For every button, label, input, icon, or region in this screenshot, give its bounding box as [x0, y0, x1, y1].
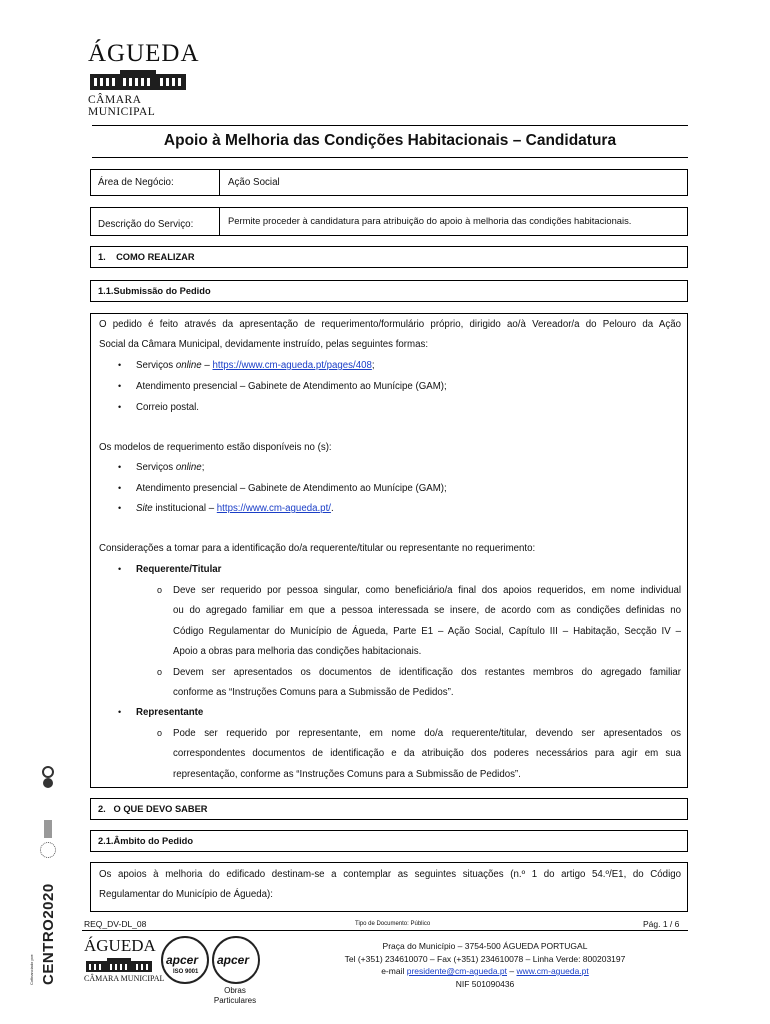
representante-item1-line2: correspondentes documentos de identificação e da atribuição dos poderes necessários para agir em sua — [173, 748, 681, 759]
model-presencial: Atendimento presencial – Gabinete de Atendimento ao Munícipe (GAM); — [136, 483, 447, 494]
badge-caption — [205, 986, 265, 1006]
method-online — [136, 360, 375, 371]
model-site-italic: Site — [136, 503, 153, 514]
representante-item1-line3: representação, conforme as “Instruções Comuns para a Submissão de Pedidos”. — [173, 769, 521, 780]
model-site — [136, 503, 334, 514]
method-postal: Correio postal. — [136, 402, 199, 413]
method-online-italic: online — [175, 360, 202, 371]
sub-bullet-circle: o — [157, 728, 163, 738]
considerations-intro: Considerações a tomar para a identificação do/a requerente/titular ou representante no requerimento: — [99, 543, 536, 554]
requerente-item1-line4: Apoio a obras para melhoria das condições habitacionais. — [173, 646, 422, 657]
footer-address-line4: NIF 501090436 — [455, 978, 515, 989]
footer-address — [300, 940, 670, 990]
model-online-end: ; — [201, 462, 205, 473]
section-2-1-title: 2.1.Âmbito do Pedido — [98, 836, 194, 846]
apcer-second-badge — [212, 936, 260, 984]
badge-caption-line1: Obras — [224, 986, 246, 995]
footer-address-line3 — [300, 965, 670, 978]
model-online-prefix: Serviços — [136, 462, 176, 473]
bullet-dot: • — [118, 707, 122, 717]
models-intro: Os modelos de requerimento estão disponíveis no (s): — [99, 442, 332, 453]
sub-bullet-circle: o — [157, 667, 163, 677]
model-site-end: . — [330, 503, 334, 514]
sub-bullet-circle: o — [157, 585, 163, 595]
apcer-iso-badge-label: apcer — [166, 953, 199, 967]
bullet-dot: • — [118, 483, 122, 493]
section-1-title: 1. COMO REALIZAR — [98, 252, 195, 262]
ambito-body — [90, 862, 688, 912]
footer-page-number: Pág. 1 / 6 — [643, 919, 680, 929]
submission-intro-line2: Social da Câmara Municipal, devidamente instruído, pelas seguintes formas: — [99, 339, 429, 350]
ambito-line2: Regulamentar do Município de Águeda): — [99, 889, 273, 900]
description-divider — [219, 208, 220, 235]
area-divider — [219, 170, 220, 195]
model-online-italic: online — [175, 462, 202, 473]
bullet-dot: • — [118, 462, 122, 472]
footer-logo-sub: CÂMARA MUNICIPAL — [84, 974, 165, 983]
section-1-header — [90, 246, 688, 268]
requerente-item2-line2: conforme as “Instruções Comuns para a Submissão de Pedidos”. — [173, 687, 454, 698]
bullet-dot: • — [118, 564, 122, 574]
method-presencial: Atendimento presencial – Gabinete de Atendimento ao Munícipe (GAM); — [136, 381, 447, 392]
side-logo-top-icon — [40, 766, 56, 790]
footer-address-line2: Tel (+351) 234610070 – Fax (+351) 234610078 – Linha Verde: 800203197 — [344, 953, 626, 964]
description-label: Descrição do Serviço: — [98, 219, 194, 230]
section-2-1-header — [90, 830, 688, 852]
model-online — [136, 462, 204, 473]
requerente-item2-line1: Devem ser apresentados os documentos de identificação dos restantes membros do agregado familiar — [173, 667, 681, 678]
town-hall-icon — [90, 70, 186, 90]
badge-caption-line2: Particulares — [213, 996, 257, 1005]
submission-body — [90, 313, 688, 788]
requerente-item1-line2: ou do agregado familiar em que a pessoa interessada se insere, de acordo com as condições definidas no — [173, 605, 681, 616]
footer-email-link[interactable]: presidente@cm-agueda.pt — [406, 966, 508, 976]
requerente-item1-line1: Deve ser requerido por pessoa singular, como beneficiário/a final dos apoios requeridos, em nome individual — [173, 585, 681, 596]
bullet-dot: • — [118, 402, 122, 412]
eu-flag-icon — [40, 842, 56, 858]
requerente-item1-line3: Código Regulamentar do Município de Águeda, Parte E1 – Ação Social, Capítulo III – Habitação, Secção IV – — [173, 626, 681, 637]
description-row — [90, 207, 688, 236]
model-site-mid: institucional – — [152, 503, 217, 514]
footer-address-line1: Praça do Município – 3754-500 ÁGUEDA PORTUGAL — [382, 941, 588, 951]
logo-wordmark: ÁGUEDA — [88, 40, 200, 67]
footer-doc-type: Tipo de Documento: Público — [355, 921, 431, 927]
title-top-rule — [92, 125, 688, 126]
footer-email-dash: – — [507, 966, 517, 976]
representante-item1-line1: Pode ser requerido por representante, em nome do/a requerente/titular, devendo ser apresentados os — [173, 728, 681, 739]
footer-doc-ref: REQ_DV-DL_08 — [84, 919, 147, 929]
section-1-1-title: 1.1.Submissão do Pedido — [98, 286, 211, 296]
method-online-prefix: Serviços — [136, 360, 176, 371]
footer-website-link[interactable]: www.cm-agueda.pt — [516, 966, 589, 976]
logo-subtitle: CÂMARA MUNICIPAL — [88, 94, 156, 118]
submission-intro-line1: O pedido é feito através da apresentação de requerimento/formulário próprio, dirigido ao/à Vereador/a do Pelouro da Ação — [99, 319, 681, 330]
method-online-end: ; — [371, 360, 375, 371]
area-row — [90, 169, 688, 196]
description-value: Permite proceder à candidatura para atribuição do apoio à melhoria das condições habitacionais. — [228, 215, 632, 226]
section-2-title: 2. O QUE DEVO SABER — [98, 804, 208, 814]
section-2-header — [90, 798, 688, 820]
model-site-link[interactable]: https://www.cm-agueda.pt/ — [216, 503, 331, 514]
representante-title: Representante — [136, 707, 204, 718]
title-bottom-rule — [92, 157, 688, 158]
area-label: Área de Negócio: — [98, 177, 174, 188]
cofinanciado-label: Cofinanciado por: — [29, 953, 34, 985]
header-logo — [88, 40, 200, 118]
requerente-title: Requerente/Titular — [136, 564, 222, 575]
footer-logo — [84, 936, 164, 986]
ambito-line1: Os apoios à melhoria do edificado destinam-se a contemplar as seguintes situações (n.º 1 do artigo 54.º/E1, do Código — [99, 869, 681, 880]
apcer-second-badge-label: apcer — [217, 953, 250, 967]
centro-2020-logo: CENTRO2020 — [40, 883, 57, 985]
bullet-dot: • — [118, 381, 122, 391]
side-small-mark-icon — [44, 820, 52, 838]
section-1-1-header — [90, 280, 688, 302]
apcer-iso-badge-sub: ISO 9001 — [173, 969, 199, 975]
bullet-dot: • — [118, 360, 122, 370]
apcer-iso-badge — [161, 936, 209, 984]
page-title: Apoio à Melhoria das Condições Habitacionais – Candidatura — [163, 132, 617, 149]
area-value: Ação Social — [228, 177, 280, 188]
footer-rule — [82, 930, 688, 931]
method-online-link[interactable]: https://www.cm-agueda.pt/pages/408 — [212, 360, 372, 371]
footer-logo-word: ÁGUEDA — [84, 936, 156, 955]
footer-email-prefix: e-mail — [381, 966, 407, 976]
bullet-dot: • — [118, 503, 122, 513]
method-online-dash: – — [201, 360, 213, 371]
